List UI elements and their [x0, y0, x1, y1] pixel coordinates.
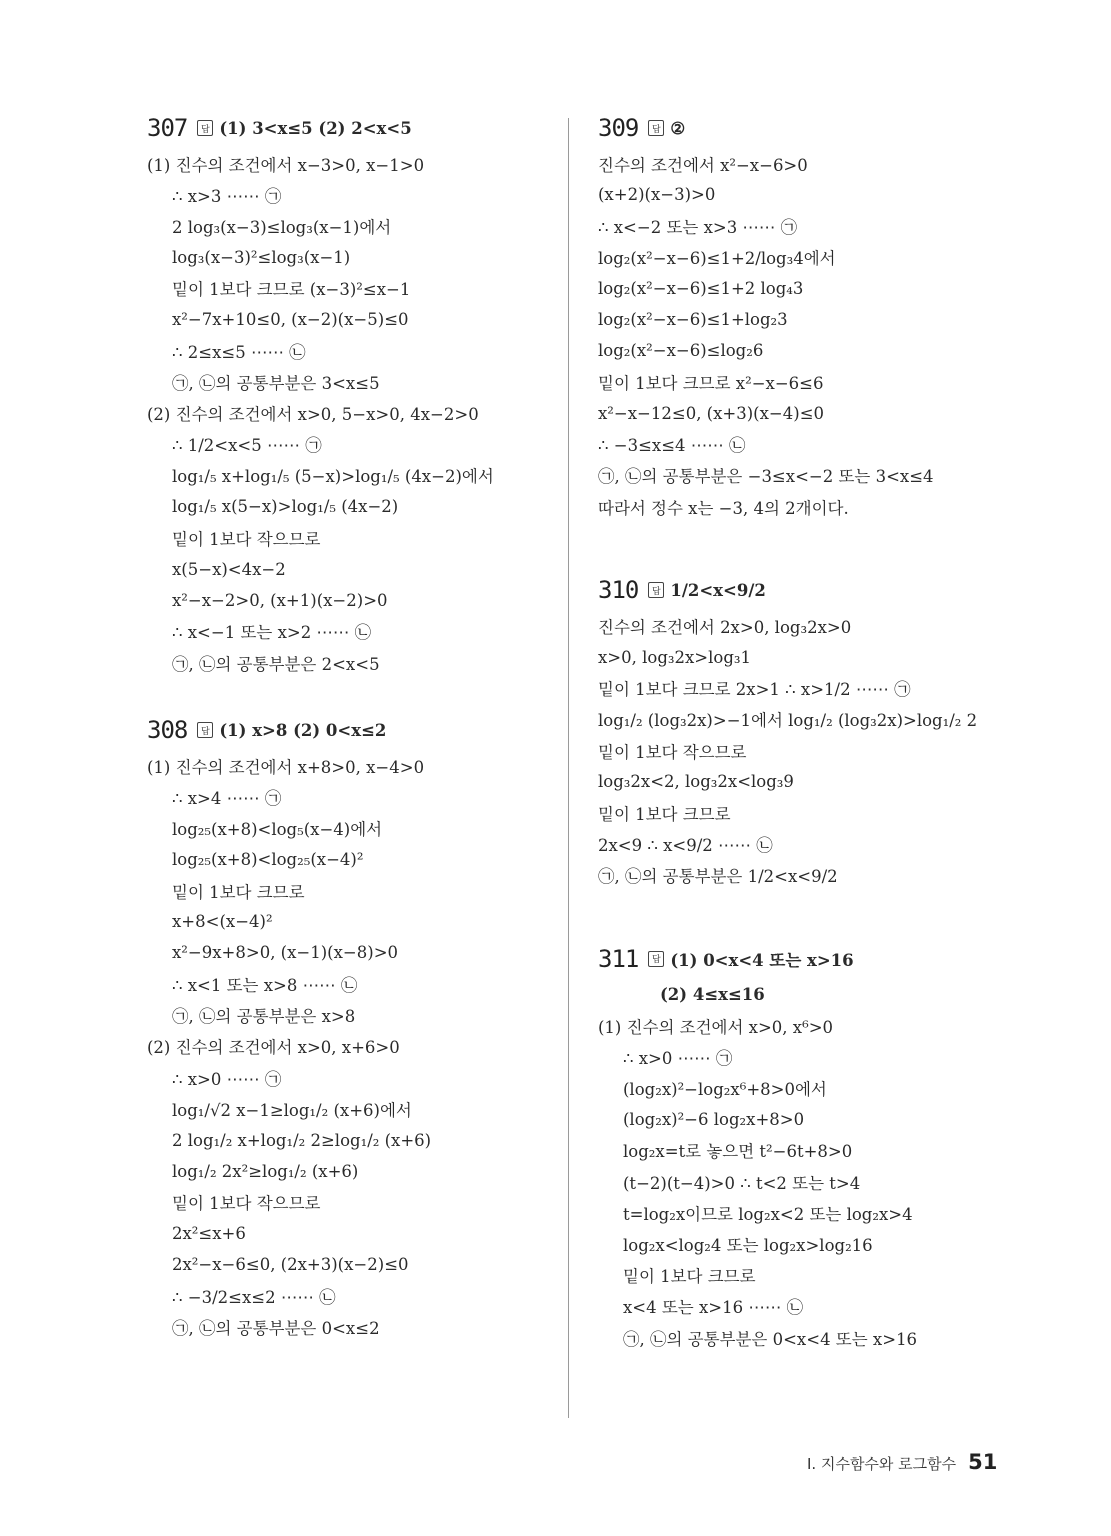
problem-number: 307	[147, 114, 188, 142]
problem-308-header	[147, 712, 547, 748]
solution-line: 2x<9 ∴ x<9/2 ⋯⋯ ㉡	[598, 836, 773, 856]
solution-line: log₂(x²−x−6)≤1+2 log₄3	[598, 278, 804, 298]
problem-311-header	[598, 941, 1018, 977]
solution-line: (log₂x)²−6 log₂x+8>0	[623, 1109, 805, 1129]
solution-line: log₂x<log₂4 또는 log₂x>log₂16	[623, 1236, 873, 1256]
problem-number: 310	[598, 576, 639, 605]
column-divider	[568, 118, 569, 1418]
solution-line: ∴ x>0 ⋯⋯ ㉠	[172, 1069, 282, 1089]
solution-line: log₂(x²−x−6)≤log₂6	[598, 341, 764, 361]
answer-icon: 답	[197, 120, 213, 136]
solution-line: (2) 진수의 조건에서 x>0, x+6>0	[147, 1038, 400, 1058]
problem-number: 311	[598, 944, 639, 973]
answer-icon: 답	[648, 951, 664, 967]
solution-line: log₁/₂ 2x²≥log₁/₂ (x+6)	[172, 1161, 359, 1181]
solution-line: x<4 또는 x>16 ⋯⋯ ㉡	[623, 1298, 804, 1318]
solution-line: 2x²−x−6≤0, (2x+3)(x−2)≤0	[172, 1255, 409, 1275]
problem-number: 308	[147, 716, 188, 745]
solution-line: ㉠, ㉡의 공통부분은 0<x<4 또는 x>16	[623, 1329, 918, 1349]
solution-line: ∴ x>3 ⋯⋯ ㉠	[172, 186, 282, 206]
solution-line: log₂₅(x+8)<log₂₅(x−4)²	[172, 849, 364, 869]
solution-line: ∴ x>0 ⋯⋯ ㉠	[623, 1048, 733, 1068]
solution-line: ∴ 2≤x≤5 ⋯⋯ ㉡	[172, 342, 306, 362]
solution-line: x(5−x)<4x−2	[172, 559, 286, 579]
solution-line: ∴ x<1 또는 x>8 ⋯⋯ ㉡	[172, 976, 358, 996]
solution-line: ∴ x<−2 또는 x>3 ⋯⋯ ㉠	[598, 217, 798, 237]
problem-answer: (1) 3<x≤5 (2) 2<x<5	[219, 118, 412, 138]
solution-line: ∴ −3≤x≤4 ⋯⋯ ㉡	[598, 436, 746, 456]
solution-line: x²−x−2>0, (x+1)(x−2)>0	[172, 590, 388, 610]
solution-line: 밑이 1보다 크므로 (x−3)²≤x−1	[172, 280, 411, 300]
solution-line: (log₂x)²−log₂x⁶+8>0에서	[623, 1080, 827, 1100]
problem-answer: (1) x>8 (2) 0<x≤2	[219, 720, 387, 740]
problem-answer-cont: (2) 4≤x≤16	[660, 985, 765, 1005]
answer-icon: 답	[648, 582, 664, 598]
solution-line: 따라서 정수 x는 −3, 4의 2개이다.	[598, 498, 849, 518]
solution-line: x²−x−12≤0, (x+3)(x−4)≤0	[598, 403, 825, 423]
chapter-title: I. 지수함수와 로그함수	[807, 1455, 957, 1473]
solution-line: ㉠, ㉡의 공통부분은 0<x≤2	[172, 1319, 380, 1339]
solution-line: 밑이 1보다 크므로 x²−x−6≤6	[598, 373, 824, 393]
solution-line: log₂₅(x+8)<log₅(x−4)에서	[172, 820, 383, 840]
problem-number: 309	[598, 114, 639, 142]
answer-icon: 답	[197, 722, 213, 738]
solution-line: (2) 진수의 조건에서 x>0, 5−x>0, 4x−2>0	[147, 405, 479, 425]
solution-line: 밑이 1보다 크므로	[623, 1267, 756, 1287]
solution-line: (x+2)(x−3)>0	[598, 185, 716, 205]
solution-line: 2 log₃(x−3)≤log₃(x−1)에서	[172, 217, 392, 237]
solution-line: log₃(x−3)²≤log₃(x−1)	[172, 247, 351, 267]
solution-line: 밑이 1보다 작으므로	[172, 1194, 321, 1214]
solution-line: 밑이 1보다 작으므로	[598, 742, 747, 762]
problem-answer: 1/2<x<9/2	[670, 580, 766, 600]
solution-line: 2x²≤x+6	[172, 1224, 246, 1244]
solution-line: ㉠, ㉡의 공통부분은 x>8	[172, 1007, 356, 1027]
problem-310-header	[598, 572, 1018, 608]
solution-line: (1) 진수의 조건에서 x−3>0, x−1>0	[147, 155, 425, 175]
solution-line: x+8<(x−4)²	[172, 912, 273, 932]
solution-line: ∴ −3/2≤x≤2 ⋯⋯ ㉡	[172, 1287, 336, 1307]
solution-line: ㉠, ㉡의 공통부분은 1/2<x<9/2	[598, 867, 838, 887]
solution-line: (1) 진수의 조건에서 x+8>0, x−4>0	[147, 757, 425, 777]
solution-line: (1) 진수의 조건에서 x>0, x⁶>0	[598, 1017, 834, 1037]
solution-line: 진수의 조건에서 2x>0, log₃2x>0	[598, 617, 852, 637]
problem-answer: ②	[670, 118, 686, 138]
problem-answer: (1) 0<x<4 또는 x>16	[670, 950, 854, 970]
solution-line: log₂x=t로 놓으면 t²−6t+8>0	[623, 1142, 853, 1162]
solution-line: log₂(x²−x−6)≤1+2/log₃4에서	[598, 249, 836, 269]
solution-line: log₂(x²−x−6)≤1+log₂3	[598, 310, 788, 330]
solution-line: 2 log₁/₂ x+log₁/₂ 2≥log₁/₂ (x+6)	[172, 1130, 432, 1150]
solution-line: x²−9x+8>0, (x−1)(x−8)>0	[172, 943, 399, 963]
solution-line: 밑이 1보다 크므로	[598, 804, 731, 824]
problem-309-header	[598, 110, 1018, 146]
solution-line: ∴ 1/2<x<5 ⋯⋯ ㉠	[172, 436, 322, 456]
page-number: 51	[968, 1450, 998, 1474]
solution-line: 진수의 조건에서 x²−x−6>0	[598, 155, 808, 175]
solution-line: ∴ x<−1 또는 x>2 ⋯⋯ ㉡	[172, 623, 372, 643]
solution-line: 밑이 1보다 크므로	[172, 882, 305, 902]
solution-line: x²−7x+10≤0, (x−2)(x−5)≤0	[172, 310, 409, 330]
problem-307-header	[147, 110, 547, 146]
solution-line: log₁/₅ x+log₁/₅ (5−x)>log₁/₅ (4x−2)에서	[172, 467, 494, 487]
solution-line: ㉠, ㉡의 공통부분은 3<x≤5	[172, 373, 380, 393]
answer-icon: 답	[648, 120, 664, 136]
solution-line: log₁/₂ (log₃2x)>−1에서 log₁/₂ (log₃2x)>log₁/₂ 2	[598, 711, 978, 731]
right-column	[598, 110, 1018, 1353]
solution-line: 밑이 1보다 크므로 2x>1 ∴ x>1/2 ⋯⋯ ㉠	[598, 680, 911, 700]
solution-line: ∴ x>4 ⋯⋯ ㉠	[172, 788, 282, 808]
solution-line: 밑이 1보다 작으므로	[172, 529, 321, 549]
solution-line: t=log₂x이므로 log₂x<2 또는 log₂x>4	[623, 1204, 913, 1224]
solution-line: ㉠, ㉡의 공통부분은 −3≤x<−2 또는 3<x≤4	[598, 467, 934, 487]
page-footer	[807, 1450, 997, 1474]
solution-line: (t−2)(t−4)>0 ∴ t<2 또는 t>4	[623, 1173, 861, 1193]
solution-line: ㉠, ㉡의 공통부분은 2<x<5	[172, 654, 380, 674]
left-column	[147, 110, 547, 1343]
solution-line: x>0, log₃2x>log₃1	[598, 647, 752, 667]
solution-line: log₁/₅ x(5−x)>log₁/₅ (4x−2)	[172, 497, 399, 517]
solution-line: log₁/√2 x−1≥log₁/₂ (x+6)에서	[172, 1100, 412, 1120]
solution-line: log₃2x<2, log₃2x<log₃9	[598, 772, 794, 792]
